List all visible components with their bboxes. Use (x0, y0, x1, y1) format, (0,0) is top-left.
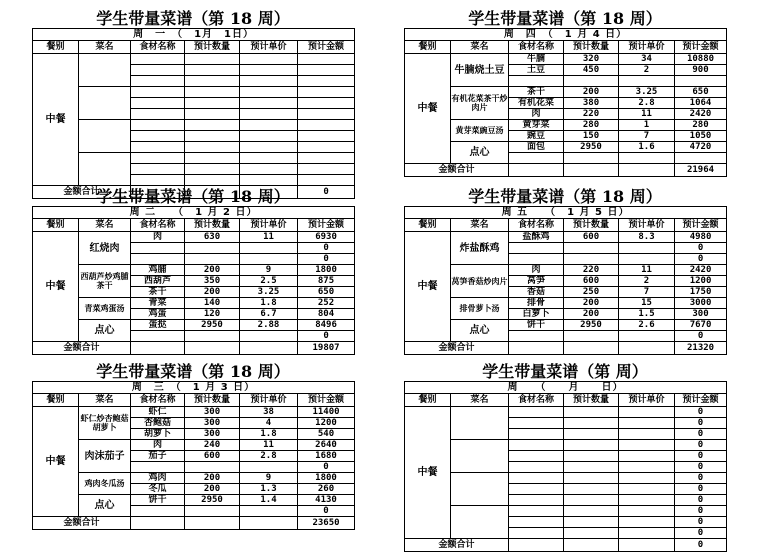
header-price: 预计单价 (619, 41, 675, 54)
qty-cell (564, 331, 619, 342)
qty-cell (185, 462, 240, 473)
header-qty: 预计数量 (185, 41, 240, 54)
qty-cell: 220 (564, 109, 619, 120)
qty-cell: 300 (185, 418, 240, 429)
ingredient-cell (509, 254, 564, 265)
ingredient-cell (131, 254, 185, 265)
header-meal: 餐别 (33, 394, 79, 407)
amount-cell: 0 (298, 243, 355, 254)
menu-title: 学生带量菜谱（第 18 周） (468, 187, 662, 206)
ingredient-cell (509, 76, 564, 87)
amount-cell: 4980 (675, 232, 727, 243)
amount-cell: 0 (675, 495, 727, 506)
amount-cell (298, 76, 355, 87)
dish-cell: 点心 (451, 320, 509, 342)
header-meal: 餐别 (33, 219, 79, 232)
amount-cell: 0 (298, 506, 355, 517)
price-cell (240, 331, 298, 342)
price-cell (240, 506, 298, 517)
price-cell: 11 (619, 109, 675, 120)
qty-cell: 200 (185, 484, 240, 495)
qty-cell: 220 (564, 265, 619, 276)
header-amount: 预计金额 (675, 41, 727, 54)
price-cell: 2.8 (619, 98, 675, 109)
amount-cell: 875 (298, 276, 355, 287)
qty-cell: 200 (185, 473, 240, 484)
header-amount: 预计金额 (675, 219, 727, 232)
amount-cell (298, 65, 355, 76)
amount-cell: 11400 (298, 407, 355, 418)
qty-cell: 250 (564, 287, 619, 298)
total-amount: 19807 (298, 342, 355, 355)
dish-cell (451, 473, 509, 506)
header-qty: 预计数量 (564, 394, 619, 407)
amount-cell: 3000 (675, 298, 727, 309)
ingredient-cell: 盐酥鸡 (509, 232, 564, 243)
ingredient-cell (131, 506, 185, 517)
amount-cell: 0 (675, 517, 727, 528)
price-cell: 6.7 (240, 309, 298, 320)
price-cell: 1.5 (619, 309, 675, 320)
price-cell: 15 (619, 298, 675, 309)
day-header: 周 五 （ 1 月 5 日） (405, 207, 727, 219)
menu-title: 学生带量菜谱（第 18 周） (96, 362, 290, 381)
price-cell: 11 (240, 232, 298, 243)
meal-cell: 中餐 (405, 407, 451, 539)
total-label: 金额合计 (405, 164, 509, 177)
dish-cell (451, 407, 509, 440)
qty-cell: 450 (564, 65, 619, 76)
qty-cell (185, 243, 240, 254)
price-cell: 1 (619, 120, 675, 131)
amount-cell: 650 (298, 287, 355, 298)
header-qty: 预计数量 (564, 41, 619, 54)
price-cell (619, 76, 675, 87)
amount-cell: 1680 (298, 451, 355, 462)
meal-cell: 中餐 (405, 54, 451, 164)
amount-cell: 0 (675, 254, 727, 265)
ingredient-cell: 肉 (131, 440, 185, 451)
amount-cell (675, 153, 727, 164)
price-cell: 3.25 (240, 287, 298, 298)
amount-cell: 0 (675, 418, 727, 429)
menu-table (32, 206, 355, 355)
dish-cell: 黄芽菜豌豆汤 (451, 120, 509, 142)
price-cell: 9 (240, 265, 298, 276)
menu-table (404, 381, 727, 552)
ingredient-cell: 排骨 (509, 298, 564, 309)
amount-cell (298, 54, 355, 65)
dish-cell: 莴笋香菇炒肉片 (451, 265, 509, 298)
ingredient-cell: 茶干 (131, 287, 185, 298)
ingredient-cell (509, 243, 564, 254)
header-amount: 预计金额 (675, 394, 727, 407)
dish-cell: 点心 (451, 142, 509, 164)
dish-cell: 有机花菜茶干炒肉片 (451, 87, 509, 120)
price-cell: 1.4 (240, 495, 298, 506)
price-cell: 2.8 (240, 451, 298, 462)
amount-cell (298, 120, 355, 131)
ingredient-cell: 牛腩 (509, 54, 564, 65)
dish-cell (451, 440, 509, 473)
amount-cell: 0 (675, 243, 727, 254)
qty-cell: 240 (185, 440, 240, 451)
amount-cell: 4130 (298, 495, 355, 506)
price-cell (619, 243, 675, 254)
price-cell: 9 (240, 473, 298, 484)
amount-cell: 1050 (675, 131, 727, 142)
ingredient-cell (509, 153, 564, 164)
amount-cell: 1200 (298, 418, 355, 429)
header-dish: 菜名 (79, 41, 131, 54)
total-amount: 23650 (298, 517, 355, 530)
qty-cell (564, 76, 619, 87)
menu-title: 学生带量菜谱（第 18 周） (468, 9, 662, 28)
price-cell: 1.3 (240, 484, 298, 495)
qty-cell: 350 (185, 276, 240, 287)
price-cell: 4 (240, 418, 298, 429)
dish-cell (79, 54, 131, 87)
total-label: 金额合计 (405, 539, 509, 552)
header-dish: 菜名 (79, 219, 131, 232)
qty-cell: 200 (564, 309, 619, 320)
ingredient-cell: 饼干 (131, 495, 185, 506)
amount-cell: 252 (298, 298, 355, 309)
amount-cell: 2420 (675, 109, 727, 120)
amount-cell (298, 175, 355, 186)
qty-cell: 280 (564, 120, 619, 131)
ingredient-cell: 莴笋 (509, 276, 564, 287)
ingredient-cell: 豌豆 (509, 131, 564, 142)
ingredient-cell: 黄芽菜 (509, 120, 564, 131)
total-amount: 0 (298, 186, 355, 199)
day-header: 周 （ 月 日） (405, 382, 727, 394)
day-header: 周 二 （ 1 月 2 日） (33, 207, 355, 219)
dish-cell (79, 153, 131, 186)
header-ingredient: 食材名称 (131, 219, 185, 232)
amount-cell (298, 98, 355, 109)
ingredient-cell: 香菇 (509, 287, 564, 298)
ingredient-cell: 面包 (509, 142, 564, 153)
meal-cell: 中餐 (33, 232, 79, 342)
price-cell: 11 (240, 440, 298, 451)
qty-cell (564, 254, 619, 265)
price-cell (619, 254, 675, 265)
header-price: 预计单价 (240, 41, 298, 54)
amount-cell: 1800 (298, 473, 355, 484)
ingredient-cell: 蛋挞 (131, 320, 185, 331)
dish-cell: 青菜鸡蛋汤 (79, 298, 131, 320)
price-cell (240, 462, 298, 473)
header-dish: 菜名 (79, 394, 131, 407)
ingredient-cell: 有机花菜 (509, 98, 564, 109)
amount-cell: 1064 (675, 98, 727, 109)
qty-cell (564, 153, 619, 164)
amount-cell: 0 (675, 451, 727, 462)
menu-table (404, 206, 727, 355)
dish-cell: 点心 (79, 495, 131, 517)
ingredient-cell: 白萝卜 (509, 309, 564, 320)
dish-cell (79, 87, 131, 120)
qty-cell: 300 (185, 407, 240, 418)
header-price: 预计单价 (240, 219, 298, 232)
amount-cell: 260 (298, 484, 355, 495)
amount-cell: 1750 (675, 287, 727, 298)
ingredient-cell (509, 331, 564, 342)
qty-cell: 2950 (564, 320, 619, 331)
dish-cell: 点心 (79, 320, 131, 342)
qty-cell: 200 (185, 265, 240, 276)
ingredient-cell: 虾仁 (131, 407, 185, 418)
ingredient-cell: 饼干 (509, 320, 564, 331)
header-price: 预计单价 (240, 394, 298, 407)
amount-cell: 280 (675, 120, 727, 131)
price-cell: 34 (619, 54, 675, 65)
ingredient-cell: 肉 (509, 265, 564, 276)
amount-cell (298, 109, 355, 120)
price-cell: 2.6 (619, 320, 675, 331)
dish-cell: 鸡肉冬瓜汤 (79, 473, 131, 495)
amount-cell: 0 (675, 429, 727, 440)
ingredient-cell (131, 462, 185, 473)
ingredient-cell: 土豆 (509, 65, 564, 76)
qty-cell: 380 (564, 98, 619, 109)
amount-cell: 540 (298, 429, 355, 440)
header-dish: 菜名 (451, 394, 509, 407)
ingredient-cell: 肉 (131, 232, 185, 243)
header-meal: 餐别 (405, 219, 451, 232)
qty-cell: 600 (185, 451, 240, 462)
dish-cell: 牛腩烧土豆 (451, 54, 509, 87)
ingredient-cell: 鸡蛋 (131, 309, 185, 320)
amount-cell: 1800 (298, 265, 355, 276)
qty-cell: 300 (185, 429, 240, 440)
dish-cell (79, 120, 131, 153)
menu-title: 学生带量菜谱（第 18 周） (96, 187, 290, 206)
amount-cell: 804 (298, 309, 355, 320)
header-ingredient: 食材名称 (509, 219, 564, 232)
amount-cell: 0 (298, 254, 355, 265)
amount-cell (298, 87, 355, 98)
header-price: 预计单价 (619, 219, 675, 232)
amount-cell (298, 131, 355, 142)
qty-cell: 140 (185, 298, 240, 309)
ingredient-cell (131, 331, 185, 342)
header-ingredient: 食材名称 (509, 41, 564, 54)
price-cell: 11 (619, 265, 675, 276)
meal-cell: 中餐 (33, 407, 79, 517)
header-amount: 预计金额 (298, 394, 355, 407)
dish-cell: 炸盐酥鸡 (451, 232, 509, 265)
amount-cell (298, 164, 355, 175)
total-label: 金额合计 (33, 517, 131, 530)
amount-cell: 1200 (675, 276, 727, 287)
amount-cell: 0 (675, 506, 727, 517)
amount-cell: 8496 (298, 320, 355, 331)
header-qty: 预计数量 (564, 219, 619, 232)
price-cell: 2 (619, 65, 675, 76)
day-header: 周 三 （ 1 月 3 日） (33, 382, 355, 394)
amount-cell (675, 76, 727, 87)
amount-cell: 10880 (675, 54, 727, 65)
day-header: 周 四 （ 1 月 4 日） (405, 29, 727, 41)
price-cell: 2.88 (240, 320, 298, 331)
qty-cell (564, 243, 619, 254)
price-cell: 3.25 (619, 87, 675, 98)
ingredient-cell: 胡萝卜 (131, 429, 185, 440)
amount-cell: 2640 (298, 440, 355, 451)
header-meal: 餐别 (405, 41, 451, 54)
ingredient-cell: 肉 (509, 109, 564, 120)
total-label: 金额合计 (33, 342, 131, 355)
ingredient-cell: 西葫芦 (131, 276, 185, 287)
amount-cell: 7670 (675, 320, 727, 331)
amount-cell: 4720 (675, 142, 727, 153)
header-amount: 预计金额 (298, 219, 355, 232)
amount-cell: 900 (675, 65, 727, 76)
ingredient-cell: 鸡肉 (131, 473, 185, 484)
price-cell (240, 254, 298, 265)
amount-cell: 0 (675, 331, 727, 342)
qty-cell: 120 (185, 309, 240, 320)
header-qty: 预计数量 (185, 394, 240, 407)
total-amount: 21964 (675, 164, 727, 177)
menu-title: 学生带量菜谱（第 周） (482, 362, 648, 381)
qty-cell: 320 (564, 54, 619, 65)
qty-cell: 150 (564, 131, 619, 142)
qty-cell: 2950 (185, 495, 240, 506)
amount-cell (298, 142, 355, 153)
meal-cell: 中餐 (405, 232, 451, 342)
dish-cell: 虾仁炒杏鲍菇胡萝卜 (79, 407, 131, 440)
dish-cell (451, 506, 509, 539)
price-cell (619, 331, 675, 342)
dish-cell: 红烧肉 (79, 232, 131, 265)
header-meal: 餐别 (405, 394, 451, 407)
amount-cell: 0 (675, 528, 727, 539)
ingredient-cell: 冬瓜 (131, 484, 185, 495)
amount-cell: 0 (675, 484, 727, 495)
amount-cell: 2420 (675, 265, 727, 276)
qty-cell (185, 506, 240, 517)
header-amount: 预计金额 (298, 41, 355, 54)
ingredient-cell: 茶干 (509, 87, 564, 98)
header-ingredient: 食材名称 (131, 394, 185, 407)
price-cell: 8.3 (619, 232, 675, 243)
meal-cell: 中餐 (33, 54, 79, 186)
qty-cell (185, 254, 240, 265)
total-amount: 0 (675, 539, 727, 552)
qty-cell: 2950 (564, 142, 619, 153)
price-cell: 38 (240, 407, 298, 418)
price-cell: 2 (619, 276, 675, 287)
amount-cell: 6930 (298, 232, 355, 243)
header-price: 预计单价 (619, 394, 675, 407)
amount-cell: 0 (298, 331, 355, 342)
amount-cell: 300 (675, 309, 727, 320)
price-cell: 2.5 (240, 276, 298, 287)
header-ingredient: 食材名称 (131, 41, 185, 54)
amount-cell: 0 (298, 462, 355, 473)
header-meal: 餐别 (33, 41, 79, 54)
price-cell (240, 243, 298, 254)
price-cell (619, 153, 675, 164)
ingredient-cell: 青菜 (131, 298, 185, 309)
menu-table (404, 28, 727, 177)
qty-cell: 600 (564, 232, 619, 243)
ingredient-cell: 杏鲍菇 (131, 418, 185, 429)
day-header: 周 一 （ 1月 1日） (33, 29, 355, 41)
amount-cell: 0 (675, 407, 727, 418)
header-dish: 菜名 (451, 219, 509, 232)
amount-cell: 0 (675, 440, 727, 451)
ingredient-cell (131, 243, 185, 254)
price-cell: 7 (619, 131, 675, 142)
ingredient-cell: 茄子 (131, 451, 185, 462)
amount-cell: 650 (675, 87, 727, 98)
qty-cell: 2950 (185, 320, 240, 331)
menu-table (32, 381, 355, 530)
qty-cell (185, 331, 240, 342)
amount-cell: 0 (675, 462, 727, 473)
dish-cell: 排骨萝卜汤 (451, 298, 509, 320)
price-cell: 1.6 (619, 142, 675, 153)
total-amount: 21320 (675, 342, 727, 355)
total-label: 金额合计 (33, 186, 131, 199)
qty-cell: 600 (564, 276, 619, 287)
qty-cell: 630 (185, 232, 240, 243)
qty-cell: 200 (185, 287, 240, 298)
qty-cell: 200 (564, 298, 619, 309)
menu-title: 学生带量菜谱（第 18 周） (96, 9, 290, 28)
header-qty: 预计数量 (185, 219, 240, 232)
price-cell: 7 (619, 287, 675, 298)
price-cell: 1.8 (240, 298, 298, 309)
ingredient-cell: 鸡脯 (131, 265, 185, 276)
amount-cell (298, 153, 355, 164)
header-ingredient: 食材名称 (509, 394, 564, 407)
header-dish: 菜名 (451, 41, 509, 54)
price-cell: 1.8 (240, 429, 298, 440)
menu-table (32, 28, 355, 199)
dish-cell: 肉沫茄子 (79, 440, 131, 473)
amount-cell: 0 (675, 473, 727, 484)
total-label: 金额合计 (405, 342, 509, 355)
qty-cell: 200 (564, 87, 619, 98)
dish-cell: 西葫芦炒鸡脯茶干 (79, 265, 131, 298)
